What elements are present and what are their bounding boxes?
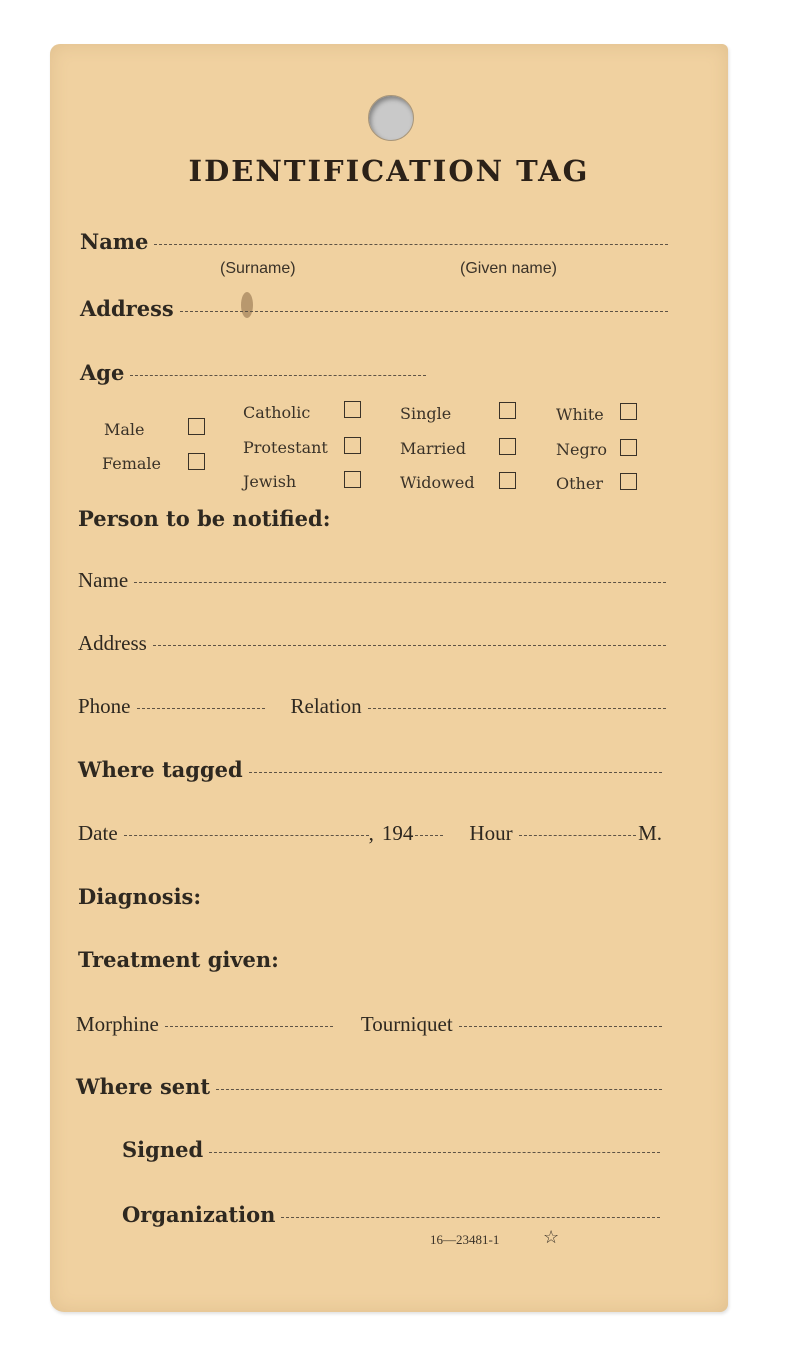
married-checkbox[interactable] xyxy=(499,438,516,455)
star-icon: ☆ xyxy=(543,1227,560,1248)
negro-label: Negro xyxy=(556,440,607,459)
organization-label: Organization xyxy=(122,1202,276,1227)
single-label: Single xyxy=(400,404,452,423)
morphine-label: Morphine xyxy=(76,1012,159,1036)
signed-field[interactable] xyxy=(209,1152,660,1153)
punch-hole xyxy=(368,95,414,141)
name-label: Name xyxy=(80,229,149,254)
phone-relation-row xyxy=(78,694,666,719)
given-name-caption: (Given name) xyxy=(460,260,557,277)
diagnosis-row xyxy=(78,884,201,909)
female-label: Female xyxy=(102,454,161,473)
morphine-field[interactable] xyxy=(165,1026,333,1027)
age-label: Age xyxy=(80,360,125,385)
hour-label: Hour xyxy=(469,821,513,845)
year-field[interactable] xyxy=(415,835,443,836)
name-field[interactable] xyxy=(154,244,668,245)
tourniquet-label: Tourniquet xyxy=(360,1012,453,1036)
tourniquet-field[interactable] xyxy=(459,1026,662,1027)
notified-address-row xyxy=(78,631,666,656)
person-notified-heading: Person to be notified: xyxy=(78,506,331,531)
organization-field[interactable] xyxy=(281,1217,660,1218)
tag-title: IDENTIFICATION TAG xyxy=(188,154,590,188)
treatment-label: Treatment given: xyxy=(78,947,279,972)
morphine-tourniquet-row xyxy=(76,1012,662,1037)
male-checkbox[interactable] xyxy=(188,418,205,435)
where-sent-label: Where sent xyxy=(76,1074,211,1099)
married-label: Married xyxy=(400,439,467,458)
male-label: Male xyxy=(104,420,145,439)
notified-address-label: Address xyxy=(78,631,147,655)
phone-field[interactable] xyxy=(137,708,265,709)
protestant-label: Protestant xyxy=(243,438,328,457)
organization-row xyxy=(122,1202,660,1227)
protestant-checkbox[interactable] xyxy=(344,437,361,454)
white-checkbox[interactable] xyxy=(620,403,637,420)
notified-name-row xyxy=(78,568,666,593)
date-row xyxy=(78,821,662,846)
relation-field[interactable] xyxy=(368,708,666,709)
single-checkbox[interactable] xyxy=(499,402,516,419)
catholic-checkbox[interactable] xyxy=(344,401,361,418)
where-tagged-row xyxy=(78,757,662,782)
name-row xyxy=(80,229,668,254)
diagnosis-label: Diagnosis: xyxy=(78,884,202,909)
age-field[interactable] xyxy=(130,375,426,376)
relation-label: Relation xyxy=(290,694,362,718)
address-field[interactable] xyxy=(180,311,668,312)
hour-field[interactable] xyxy=(519,835,636,836)
person-notified-heading-row xyxy=(78,506,330,531)
notified-name-field[interactable] xyxy=(134,582,666,583)
age-row xyxy=(80,360,426,385)
identification-tag-card xyxy=(50,44,728,1312)
surname-caption: (Surname) xyxy=(220,260,296,277)
widowed-checkbox[interactable] xyxy=(499,472,516,489)
where-sent-row xyxy=(76,1074,662,1099)
other-label: Other xyxy=(556,474,603,493)
signed-row xyxy=(122,1137,660,1162)
catholic-label: Catholic xyxy=(243,403,311,422)
address-label: Address xyxy=(80,296,174,321)
white-label: White xyxy=(556,405,604,424)
address-row xyxy=(80,296,668,321)
year-prefix: 194 xyxy=(381,821,414,845)
negro-checkbox[interactable] xyxy=(620,439,637,456)
jewish-checkbox[interactable] xyxy=(344,471,361,488)
hour-suffix: M. xyxy=(638,821,662,845)
treatment-row xyxy=(78,947,279,972)
where-tagged-label: Where tagged xyxy=(78,757,243,782)
jewish-label: Jewish xyxy=(243,472,297,491)
female-checkbox[interactable] xyxy=(188,453,205,470)
notified-address-field[interactable] xyxy=(153,645,666,646)
print-code: 16—23481-1 xyxy=(430,1232,500,1247)
where-sent-field[interactable] xyxy=(216,1089,662,1090)
signed-label: Signed xyxy=(122,1137,204,1162)
other-checkbox[interactable] xyxy=(620,473,637,490)
date-comma: , xyxy=(368,821,374,845)
date-field[interactable] xyxy=(124,835,369,836)
notified-name-label: Name xyxy=(78,568,129,592)
phone-label: Phone xyxy=(78,694,131,718)
date-label: Date xyxy=(78,821,118,845)
widowed-label: Widowed xyxy=(400,473,475,492)
where-tagged-field[interactable] xyxy=(249,772,662,773)
